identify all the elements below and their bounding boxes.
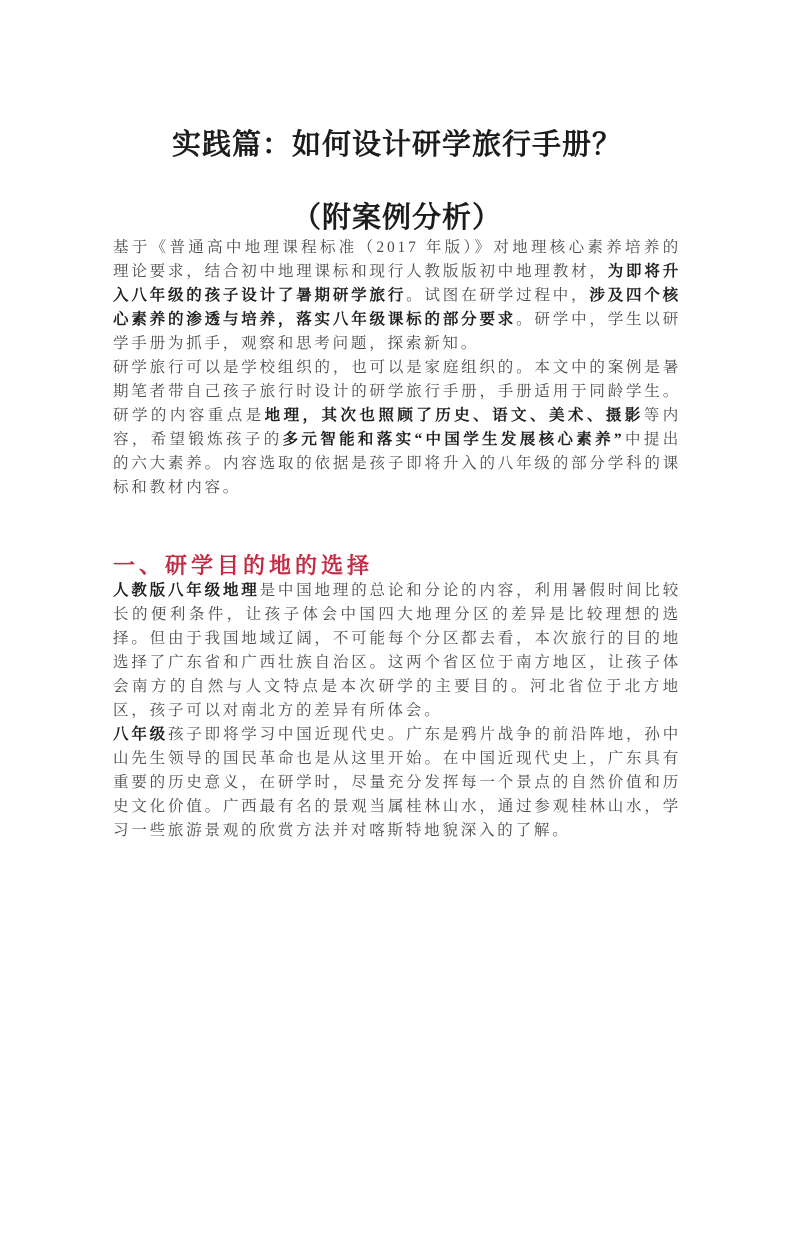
text-run: 中提出的六大素养。内容选取的依据是孩子即将升入的八年级的部分学科的课标和教材内容。 [113, 431, 682, 496]
text-run: 是中国地理的总论和分论的内容，利用暑假时间比较长的便利条件，让孩子体会中国四大地理分区的差异是比较理想的选择。但由于我国地域辽阔，不可能每个分区都去看，本次旅行的目的地选择了广东省和广西壮族自治区。这两个省区位于南方地区，让孩子体会南方的自然与人文特点是本次研学的主要目的。河北省位于北方地区，孩子可以对南北方的差异有所体会。 [113, 582, 681, 719]
text-run: 等内容，希望锻炼孩子的 [113, 407, 681, 448]
document-page [0, 127, 793, 1249]
text-run: 。试图在研学过程中， [406, 287, 590, 304]
bold-run: 为即将升入八年级的孩子设计了暑期研学旅行 [113, 263, 682, 304]
text-run: 。研学中，学生以研学手册为抓手，观察和思考问题，探索新知。 [113, 311, 681, 352]
text-run: 研学旅行可以是学校组织的，也可以是家庭组织的。本文中的案例是暑期笔者带自己孩子旅行时设计的研学旅行手册，手册适用于同龄学生。研学的内容重点是 [113, 359, 681, 424]
bold-run: 八年级 [113, 726, 168, 743]
intro-paragraph [113, 236, 681, 356]
doc-title: 实践篇：如何设计研学旅行手册？ [171, 129, 622, 161]
text-run: 孩子即将学习中国近现代史。广东是鸦片战争的前沿阵地，孙中山先生领导的国民革命也是从这里开始。在中国近现代史上，广东具有重要的历史意义，在研学时，尽量充分发挥每一个景点的自然价值和历史文化价值。广西最有名的景观当属桂林山水，通过参观桂林山水，学习一些旅游景观的欣赏方法并对喀斯特地貌深入的了解。 [113, 726, 682, 839]
destination-paragraph [113, 579, 681, 723]
section-heading-1: 一、研学目的地的选择 [113, 553, 374, 578]
history-paragraph [113, 723, 681, 843]
doc-subtitle: （附案例分析） [291, 202, 502, 234]
bold-run: 涉及四个核心素养的渗透与培养，落实八年级课标的部分要求 [113, 287, 681, 328]
text-run: 基于《普通高中地理课程标准（2017 年版）》对地理核心素养培养的理论要求，结合初中地理课标和现行人教版版初中地理教材， [113, 239, 681, 280]
bold-run: 人教版八年级地理 [113, 582, 260, 599]
overview-paragraph [113, 356, 681, 500]
bold-run: 多元智能和落实“中国学生发展核心素养” [282, 431, 625, 448]
bold-run: 地理，其次也照顾了历史、语文、美术、摄影 [264, 407, 644, 424]
